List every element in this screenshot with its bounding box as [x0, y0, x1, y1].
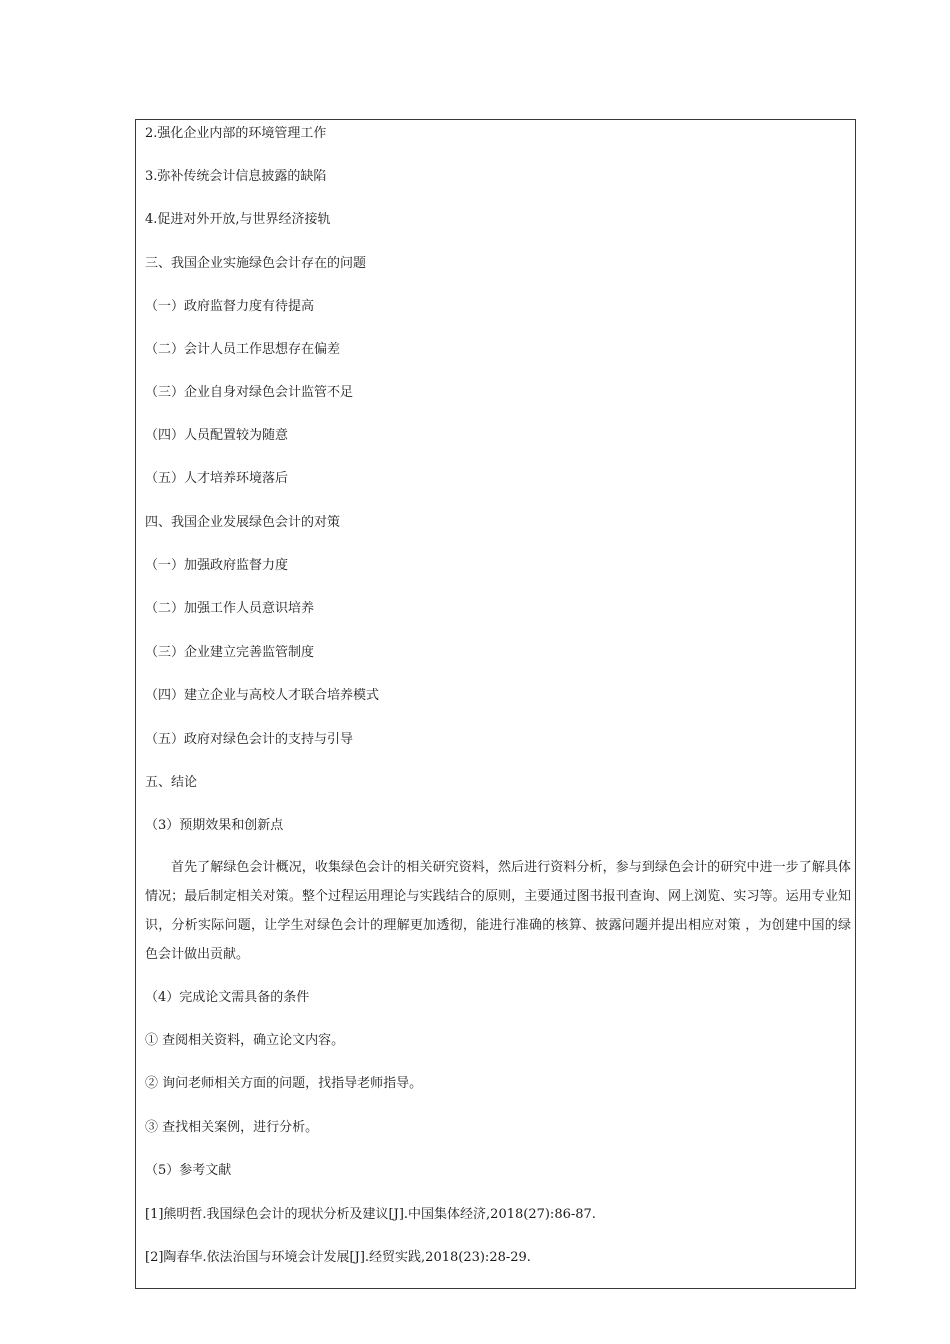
condition-item: ② 询问老师相关方面的问题，找指导老师指导。 — [145, 1076, 423, 1091]
reference-item: [1]熊明哲.我国绿色会计的现状分析及建议[J].中国集体经济,2018(27):86-87. — [145, 1207, 596, 1222]
outline-item: （一）加强政府监督力度 — [145, 558, 289, 573]
outline-item: （二）会计人员工作思想存在偏差 — [145, 342, 341, 357]
outline-item: （三）企业建立完善监管制度 — [145, 645, 315, 660]
subsection-heading: （3）预期效果和创新点 — [145, 818, 284, 833]
outline-item: （五）人才培养环境落后 — [145, 471, 289, 486]
reference-item: [2]陶春华.依法治国与环境会计发展[J].经贸实践,2018(23):28-29. — [145, 1250, 531, 1265]
outline-item: （一）政府监督力度有待提高 — [145, 299, 315, 314]
outline-item: （四）人员配置较为随意 — [145, 428, 289, 443]
outline-item: （二）加强工作人员意识培养 — [145, 601, 315, 616]
section-heading: 四、我国企业发展绿色会计的对策 — [145, 515, 341, 530]
subsection-heading: （5）参考文献 — [145, 1163, 232, 1178]
subsection-heading: （4）完成论文需具备的条件 — [145, 990, 310, 1005]
section-heading: 三、我国企业实施绿色会计存在的问题 — [145, 256, 367, 271]
outline-item: 3.弥补传统会计信息披露的缺陷 — [145, 169, 327, 184]
condition-item: ① 查阅相关资料，确立论文内容。 — [145, 1033, 345, 1048]
outline-item: （五）政府对绿色会计的支持与引导 — [145, 732, 354, 747]
outline-item: 4.促进对外开放,与世界经济接轨 — [145, 212, 331, 227]
condition-item: ③ 查找相关案例，进行分析。 — [145, 1120, 319, 1135]
section-heading: 五、结论 — [145, 775, 198, 790]
outline-item: 2.强化企业内部的环境管理工作 — [145, 126, 327, 141]
outline-item: （四）建立企业与高校人才联合培养模式 — [145, 688, 380, 703]
expected-effects-paragraph: 首先了解绿色会计概况，收集绿色会计的相关研究资料，然后进行资料分析，参与到绿色会计的研究中进一步了解具体情况；最后制定相关对策。整个过程运用理论与实践结合的原则，主要通过图书报刊查询、网上浏览、实习等。运用专业知识，分析实际问题，让学生对绿色会计的理解更加透彻，能进行准确的核算、披露问题并提出相应对策 ，为创建中国的绿色会计做出贡献。 — [145, 860, 851, 962]
outline-item: （三）企业自身对绿色会计监管不足 — [145, 385, 354, 400]
